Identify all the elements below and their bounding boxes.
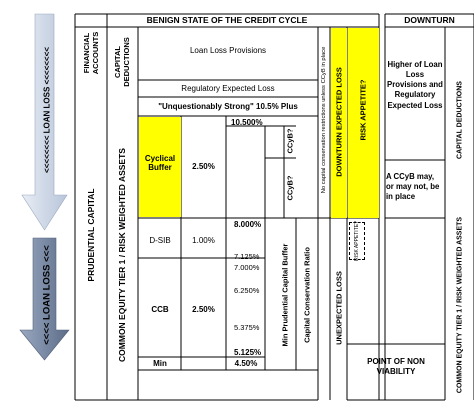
dsib-value: 1.00%: [192, 236, 215, 245]
capital-deductions-label: CAPITAL DEDUCTIONS: [113, 37, 131, 87]
risk-appetite-small-label: RISK APPETITE?: [354, 221, 360, 261]
level-5125: 5.125%: [234, 348, 262, 357]
level-5375: 5.375%: [234, 323, 260, 332]
level-6250: 6.250%: [234, 286, 260, 295]
loan-loss-provisions: Loan Loss Provisions: [189, 46, 267, 55]
risk-appetite-label: RISK APPETITE?: [358, 79, 368, 141]
ccb-value: 2.50%: [192, 305, 215, 314]
arrow-label-top: <<<<<<<< LOAN LOSS <<<<<<<<: [42, 47, 52, 173]
min-value: 4.50%: [234, 359, 258, 368]
cet1-right-label: COMMON EQUITY TIER 1 / RISK WEIGHTED ASSETS: [456, 216, 464, 394]
cet1-label: COMMON EQUITY TIER 1 / RISK WEIGHTED ASSETS: [117, 148, 127, 362]
cyclical-buffer-label: Cyclical Buffer: [144, 154, 176, 173]
capital-deductions-right-label: CAPITAL DEDUCTIONS: [456, 81, 464, 159]
ccyb-note-text: A CCyB may, or may not, be in place: [386, 172, 440, 202]
unquestionably-strong: "Unquestionably Strong" 10.5% Plus: [158, 102, 298, 111]
level-8000: 8.000%: [234, 220, 262, 229]
cyclical-buffer-value: 2.50%: [192, 162, 215, 171]
level-7000: 7.000%: [234, 263, 260, 272]
no-restrictions-label: No capital conservation restrictions unless CCyB in place: [321, 46, 327, 194]
min-label: Min: [153, 359, 167, 368]
dsib-label: D-SIB: [149, 236, 171, 245]
point-of-non-viability: POINT OF NON VIABILITY: [367, 357, 425, 377]
financial-accounts-label: FINANCIAL ACCOUNTS: [82, 31, 100, 75]
downturn-expected-loss-label: DOWNTURN EXPECTED LOSS: [334, 67, 344, 177]
level-7125: 7.125%: [234, 252, 260, 261]
header-benign: BENIGN STATE OF THE CREDIT CYCLE: [146, 15, 308, 25]
arrow-label-bottom: <<<< LOAN LOSS <<<: [41, 245, 53, 345]
capital-conservation-ratio-label: Capital Conservation Ratio: [302, 247, 312, 343]
regulatory-expected-loss: Regulatory Expected Loss: [181, 84, 275, 93]
ccyb-label-top: CCyB?: [285, 128, 295, 154]
ccb-label: CCB: [151, 305, 169, 314]
header-downturn: DOWNTURN: [404, 15, 455, 25]
min-prudential-buffer-label: Min Prudential Capital Buffer: [280, 243, 290, 347]
level-10500: 10.500%: [231, 118, 263, 127]
unexpected-loss-label: UNEXPECTED LOSS: [334, 271, 344, 345]
ccyb-label-bottom: CCyB?: [285, 175, 295, 201]
higher-provisions-text: Higher of Loan Loss Provisions and Regulatory Expected Loss: [387, 60, 443, 110]
prudential-capital-label: PRUDENTIAL CAPITAL: [86, 188, 96, 282]
